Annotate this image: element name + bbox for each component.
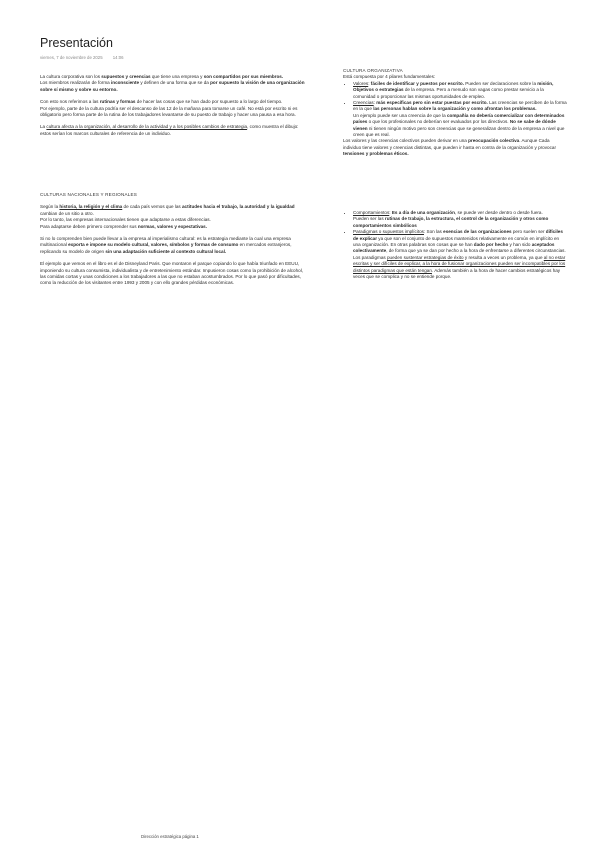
culture-intro-block[interactable] (40, 74, 306, 137)
paragraph: Según la historia, la religión y el clima de cada país vemos que las actitudes hacia el trabajo, la autoridad y la igualdad cambian de un sitio a otro. (40, 204, 295, 216)
national-cultures-block[interactable] (40, 192, 306, 287)
paragraph: Los miembros realizarán de forma inconsciente y definen de una forma que se da por supuesto la visión de una organización sobre sí mismo y sobre su entorno. (40, 80, 305, 92)
paragraph: Los valores y las creencias colectivos pueden derivar en una preocupación colectiva. Aunque Cada individuo tiene valores y creencias distintas, que pueden ir hasta en contra de la organización y provocar tensiones y problemas éticos. (343, 138, 556, 157)
paragraph: La cultura afecta a la organización, al desarrollo de la actividad y a los posibles cambios de estrategia, como muestra el dibujo: estos serían los marcos culturales de referencia de un individuo. (40, 124, 299, 136)
pillars-list (343, 81, 567, 139)
paragraph: La cultura corporativa son los supuestos y creencias que tiene una empresa y son compartidos por sus miembros. (40, 74, 284, 79)
page-title: Presentación (40, 36, 113, 50)
paragraph: Para adaptarse deben primero comprender sus normas, valores y expectativas. (40, 223, 208, 229)
organizational-culture-continued-block[interactable] (343, 210, 567, 280)
paragraph: Con esto nos referimos a las rutinas y formas de hacer las cosas que se han dado por supuesto a lo largo del tiempo. (40, 99, 283, 105)
list-item: • Paradigmas o supuestos implícitos: Son las esencias de las organizaciones pero suelen ser difíciles de explicar ya que son el conjunto de supuestos mantenidos relativamente en común en implícito en una organización. En otras palabras son cosas que se han dado por hecho y han sido aceptados colectivamente, de forma que ya se dan por hecho a la hora de enfrentarse a diferentes circunstancias. Los paradigmas pueden sustentar estrategias de éxito y resulta a veces un problema, ya que al no estar escritas y ser difíciles de explicar, a la hora de fusionar organizaciones pueden ser incompatibles por los distintos paradigmas que están tengan. Además también a la hora de hacer cambios estratégicos hay veces que se complica y no se entiende porque. (353, 229, 567, 280)
organizational-culture-block[interactable] (343, 68, 567, 158)
paragraph: Por ejemplo, parte de la cultura podría ser el descanso de las 12 de la mañana para tomarse un café. No está por escrito ni es obligatorio pero forma parte de la rutina de los trabajadores levantarse de su puesto de trabajo y hacer una pausa a esa hora. (40, 105, 298, 118)
section-heading: CULTURAS NACIONALES Y REGIONALES (40, 192, 138, 197)
page-footer: Dirección estratégica página 1 (141, 834, 199, 839)
section-heading: CULTURA ORGANIZATIVA (343, 68, 403, 73)
paragraph: Si no lo comprenden bien puede llevar a la empresa al imperialismo cultural: es la estrategia mediante la cual una empresa multinacional exporta e impone su modelo cultural, valores, símbolos y formas de consumo en mercados extranjeros, replicando su modelo de origen sin una adaptación suficiente al contexto cultural local. (40, 236, 292, 254)
list-item: • Valores: fáciles de identificar y puestos por escrito. Pueden ser declaraciones sobre la misión, Objetivos o estrategias de la empresa. Pero a menudo son vagas como prestar servicio a la comunidad o proporcionar las mismas oportunidades de empleo. (353, 81, 567, 100)
pillars-list-continued (343, 210, 567, 280)
page-date: viernes, 7 de noviembre de 2025 (40, 55, 103, 60)
list-item: • Comportamientos: Es a día de una organización, se puede ver desde dentro o desde fuera. Pueden ser las rutinas de trabajo, la estructura, el control de la organización y otros como comportamientos simbólicos (353, 210, 567, 229)
page-time: 14:06 (112, 55, 124, 60)
paragraph: Está compuesta por 4 pilares fundamentales: (343, 74, 436, 80)
paragraph: Por lo tanto, las empresas internacionales tienen que adaptarse a estas diferencias. (40, 217, 211, 223)
page-meta (40, 55, 124, 60)
list-item: • Creencias: más específicas pero sin estar puestas por escrito. Las creencias se perciben de la forma en la que las personas hablan sobre la organización y como afrontan los problemas. Un ejemplo puede ser una creencia de que la compañía no debería comercializar con determinados países o que los profesionales no deberían ser evaluados por los directivos. No se sabe de dónde vienen ni tienen ningún motivo pero son creencias que se generalizan dentro de la empresa a nivel que creen que es real. (353, 100, 567, 138)
paragraph: El ejemplo que vemos en el libro es el de Disneyland Paris. Que montaron el parque copiando lo que había triunfado en EEUU, imponiendo su cultura consumista, individualista y de entretenimiento estándar. Impusieron cosas como la prohibición de alcohol, las comidas cortas y unas condiciones a los trabajadores a las que no estaban acostumbrados. Por lo que pasó por dificultades, como la reducción de los visitantes entre 1993 y 2005 y con ello grandes pérdidas económicas. (40, 261, 304, 286)
